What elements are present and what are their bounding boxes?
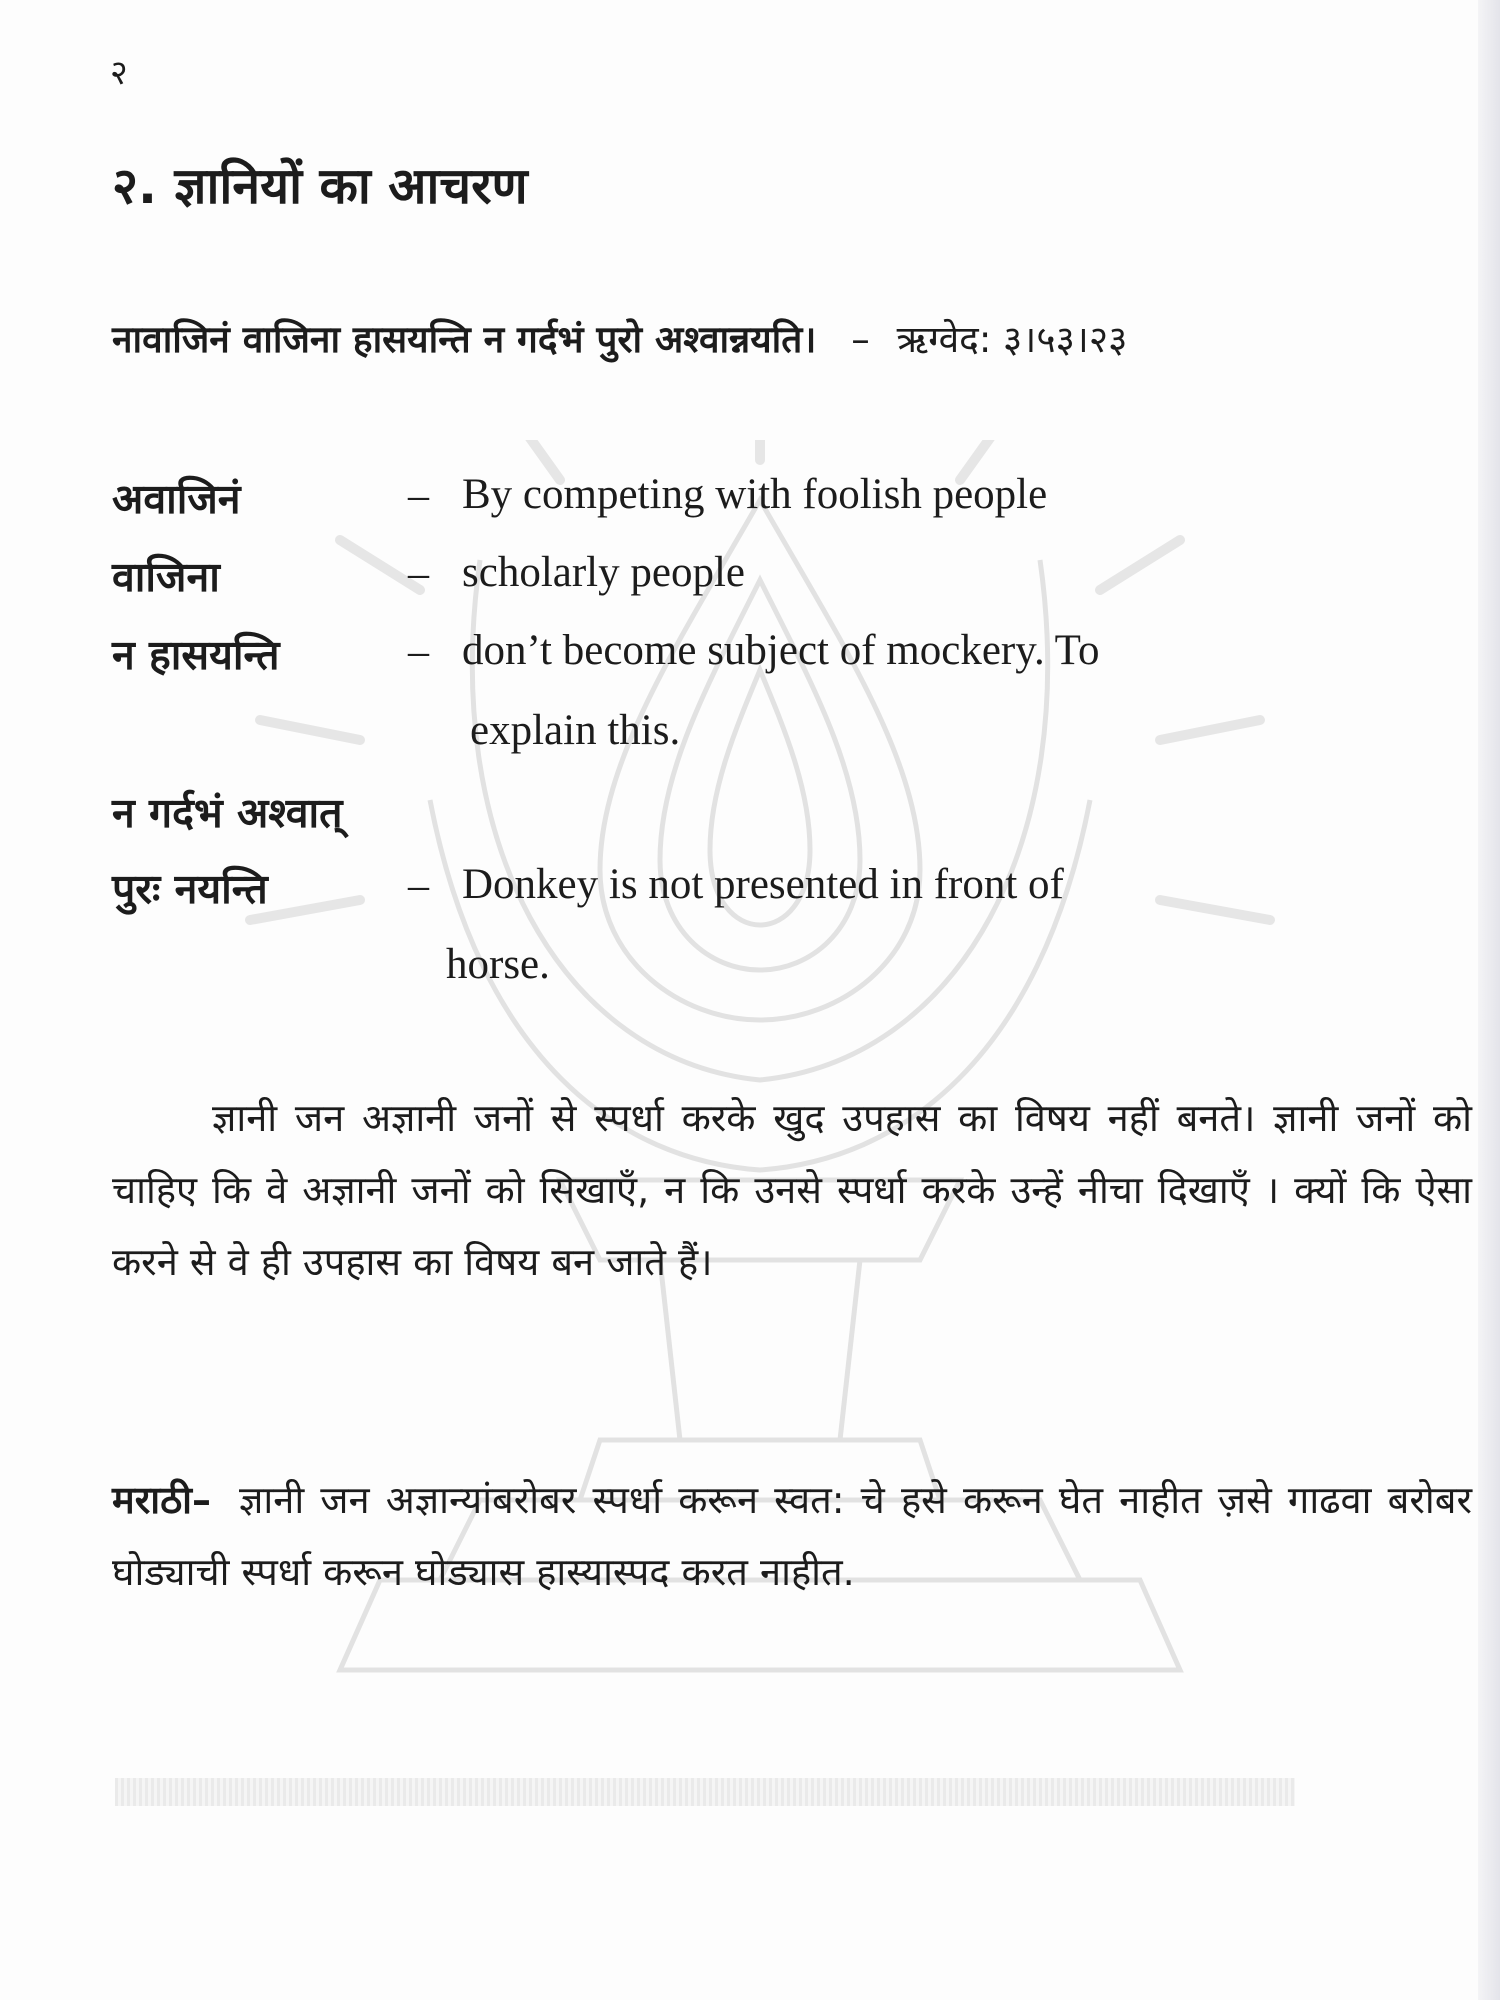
glossary-meaning-continued: horse. [446, 941, 550, 988]
glossary-term: अवाजिनं [112, 475, 241, 523]
marathi-label: मराठी– [112, 1478, 212, 1522]
glossary-meaning: By competing with foolish people [462, 471, 1048, 518]
glossary-term: न गर्दभं अश्वात् [112, 789, 343, 837]
glossary-dash: – [408, 551, 429, 597]
page-number: २ [110, 53, 128, 93]
glossary-meaning-continued: explain this. [470, 707, 681, 754]
page-edge-shadow [1478, 0, 1500, 2000]
verse-line [112, 312, 1127, 363]
glossary-dash: – [408, 863, 429, 909]
glossary-term: वाजिना [112, 553, 220, 601]
marathi-paragraph-text: ज्ञानी जन अज्ञान्यांबरोबर स्पर्धा करून स्वत: चे हसे करून घेत नाहीत ज़से गाढवा बरोबर घोड्याची स्पर्धा करून घोड्यास हास्यास्पद करत नाहीत. [112, 1478, 1472, 1594]
hindi-paragraph-text: ज्ञानी जन अज्ञानी जनों से स्पर्धा करके खुद उपहास का विषय नहीं बनते। ज्ञानी जनों को चाहिए कि वे अज्ञानी जनों को सिखाएँ, न कि उनसे स्पर्धा करके उन्हें नीचा दिखाएँ । क्यों कि ऐसा करने से वे ही उपहास का विषय बन जाते हैं। [112, 1096, 1472, 1284]
glossary-dash: – [408, 629, 429, 675]
verse-text: नावाजिनं वाजिना हासयन्ति न गर्दभं पुरो अश्वान्नयति। [112, 318, 817, 361]
decorative-bottom-band [115, 1778, 1295, 1806]
verse-source: ऋग्वेद: ३।५३।२३ [896, 318, 1128, 361]
verse-dash: – [851, 318, 870, 361]
glossary-meaning: scholarly people [462, 549, 745, 596]
glossary-meaning: Donkey is not presented in front of [462, 861, 1064, 908]
marathi-paragraph [112, 1464, 1472, 1608]
hindi-paragraph [112, 1082, 1472, 1298]
glossary-meaning: don’t become subject of mockery. To [462, 627, 1100, 674]
glossary-dash: – [408, 473, 429, 519]
glossary-term: न हासयन्ति [112, 631, 280, 679]
glossary-term: पुरः नयन्ति [112, 865, 268, 913]
section-heading: २. ज्ञानियों का आचरण [112, 157, 528, 215]
